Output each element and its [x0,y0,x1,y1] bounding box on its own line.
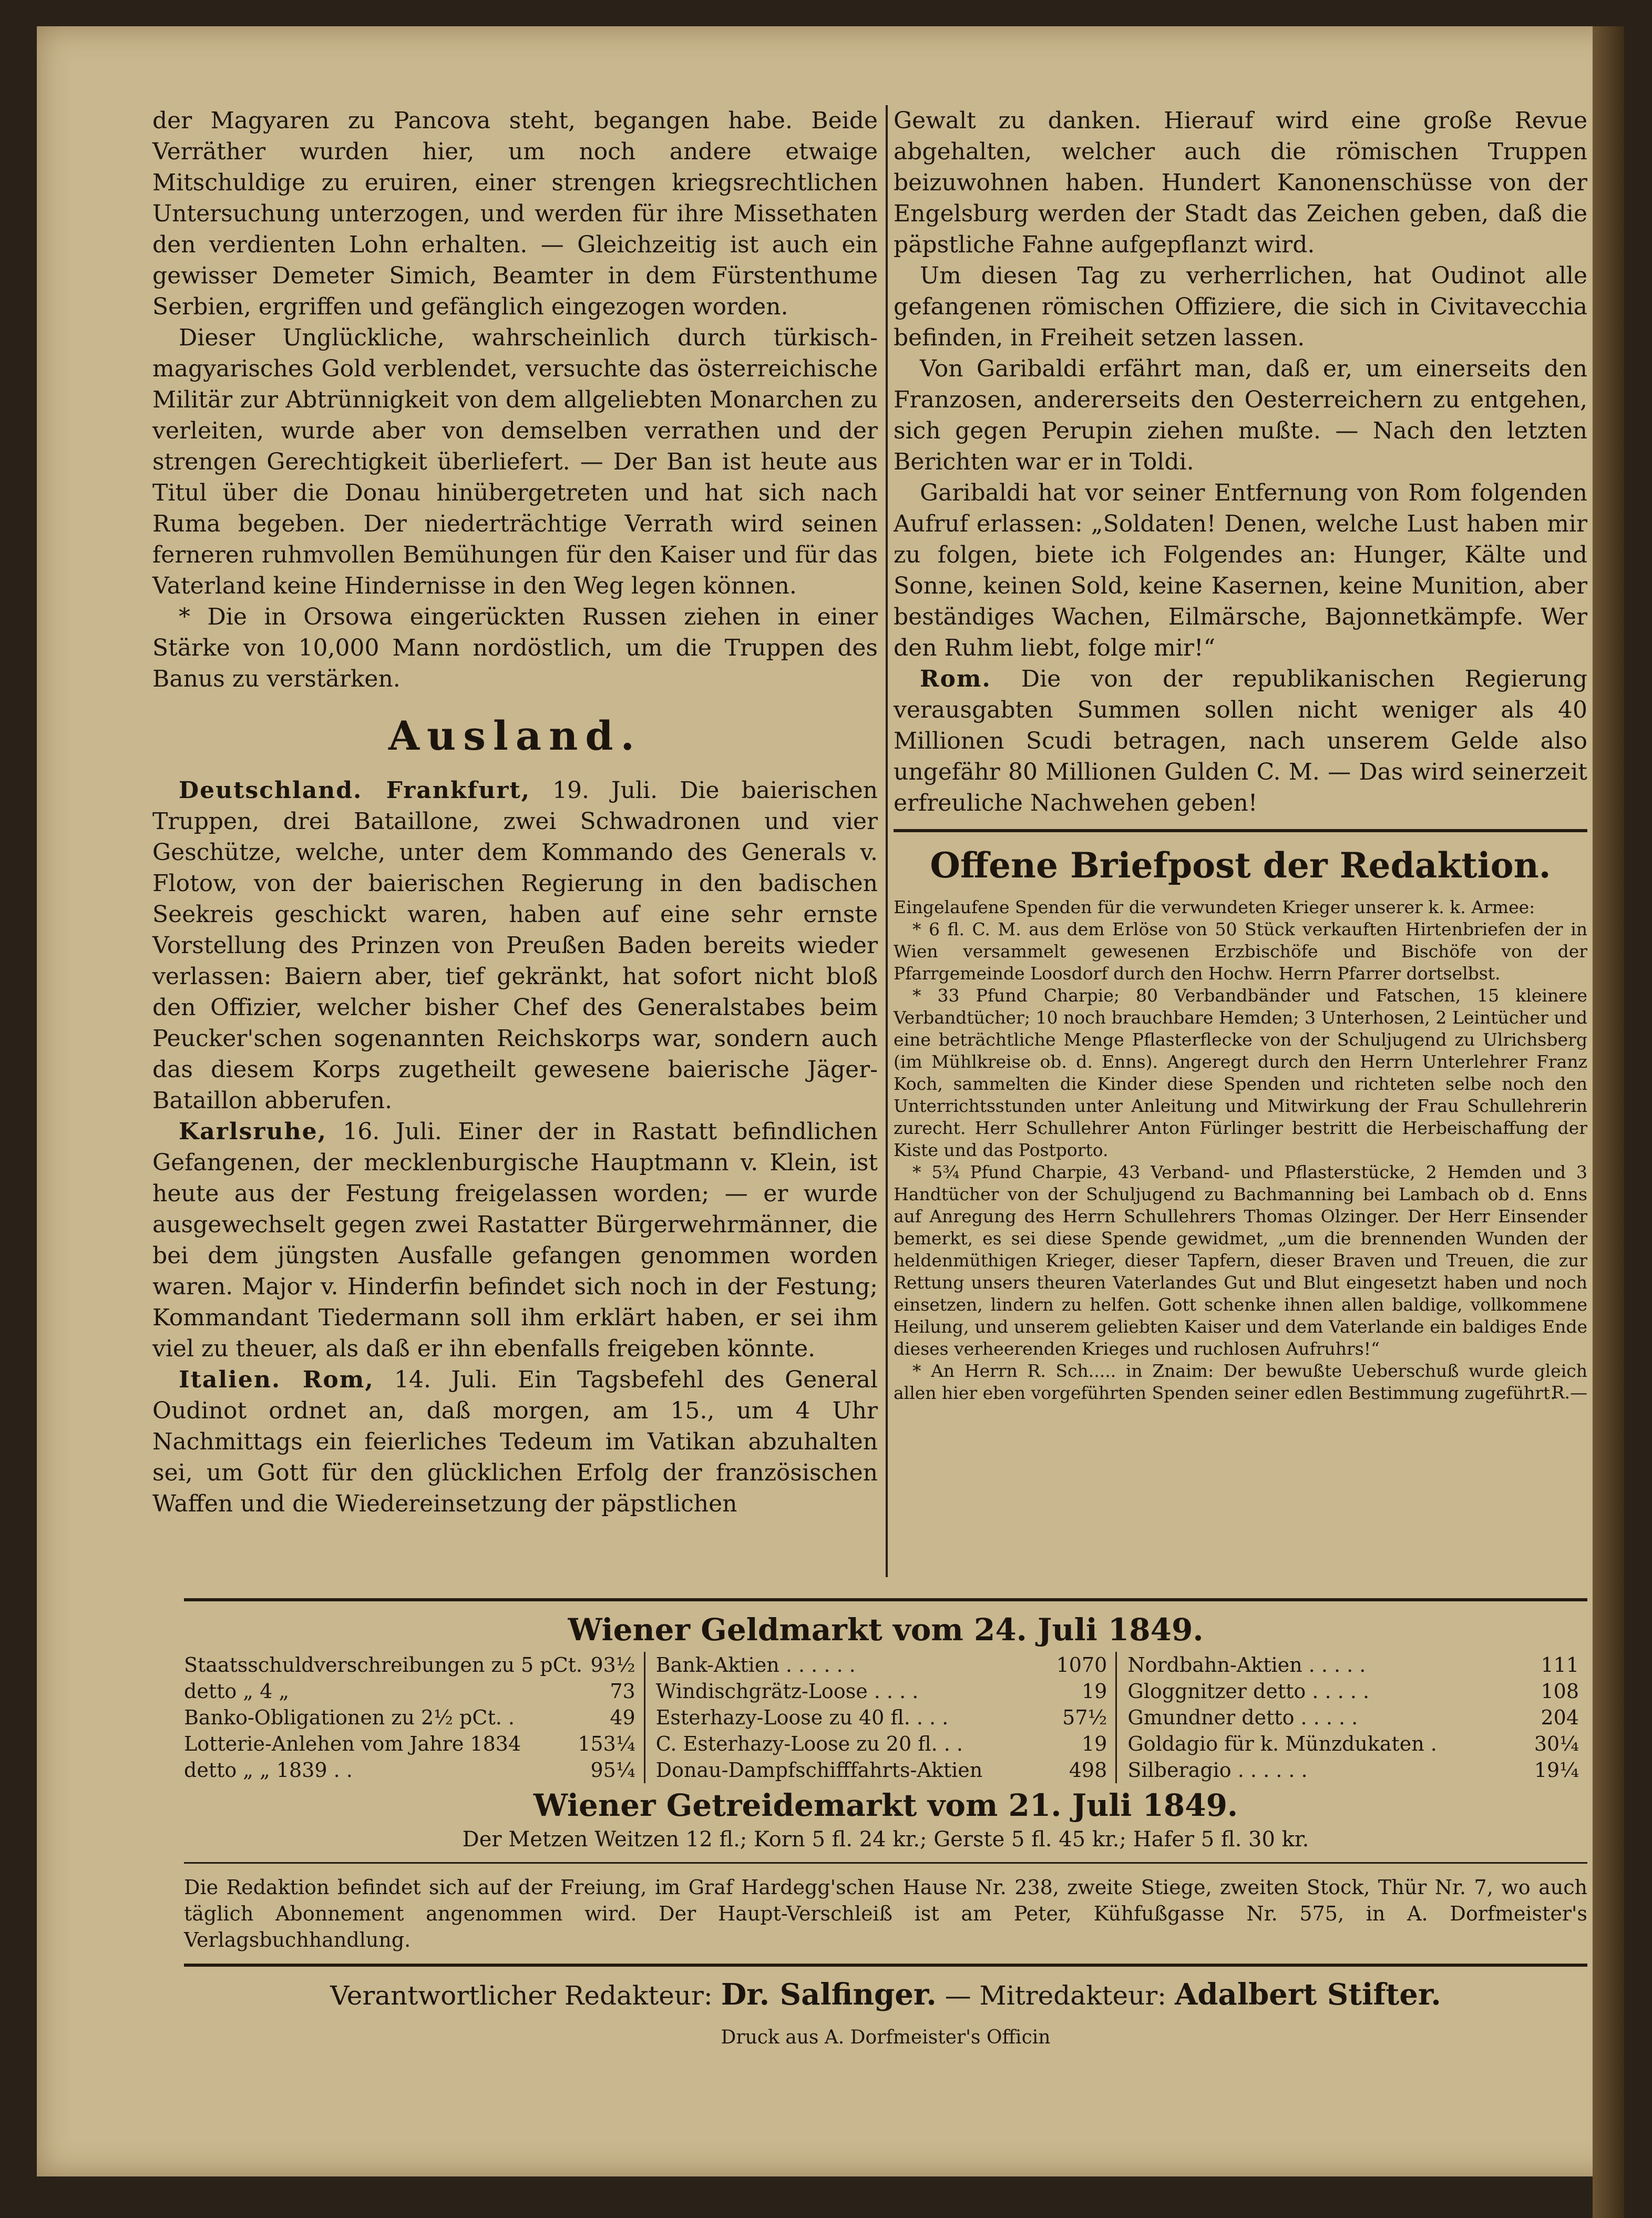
section-rule [894,829,1587,832]
market-label: Staatsschuldverschreibungen zu 5 pCt. [184,1653,582,1677]
market-value: 95¼ [590,1759,635,1782]
market-row [1127,1731,1579,1757]
market-column [656,1652,1117,1783]
market-label: Gloggnitzer detto . . . . . [1127,1680,1370,1703]
article-paragraph [152,1364,878,1519]
letterbox-item: * 6 fl. C. M. aus dem Erlöse von 50 Stück verkauften Hirtenbriefen der in Wien versammelt gewesenen Erzbischöfe und Bischöfe von der Pfarrgemeinde Loosdorf durch den Hochw. Herrn Pfarrer dortselbst. [894,919,1587,984]
market-row [184,1652,635,1678]
editor-label: Verantwortlicher Redakteur: [330,1980,713,2011]
article-text: 16. Juli. Einer der in Rastatt befindlichen Gefangenen, der mecklenburgische Hauptmann v. Klein, ist heute aus der Festung freigelassen worden; — er wurde ausgewechselt gegen zwei Rastatter Bürgerwehrmänner, die bei dem jüngsten Ausfalle gefangen genommen worden waren. Major v. Hinderfin befindet sich noch in der Festung; Kommandant Tiedermann soll ihm erklärt haben, er sei ihm viel zu theuer, als daß er ihn ebenfalls freigeben könnte. [152,1118,878,1362]
market-value: 19 [1081,1680,1107,1703]
market-row [1127,1704,1579,1731]
market-row [656,1757,1107,1783]
market-label: Gmundner detto . . . . . [1127,1706,1358,1729]
market-value: 57½ [1062,1706,1107,1729]
market-row [656,1678,1107,1704]
editorial-office-note: Die Redaktion befindet sich auf der Freiung, im Graf Hardegg'schen Hause Nr. 238, zweite Stiege, zweiten Stock, Thür Nr. 7, wo auch täglich Abonnement angenommen wird. Der Haupt-Verschleiß ist am Peter, Kühfußgasse Nr. 575, in A. Dorfmeister's Verlagsbuchhandlung. [184,1876,1587,1951]
market-value: 1070 [1056,1653,1107,1677]
printer-imprint: Druck aus A. Dorfmeister's Officin [721,2027,1051,2048]
letterbox-item: * An Herrn R. Sch..... in Znaim: Der bewußte Ueberschuß wurde gleich allen hier eben vorgeführten Spenden seiner edlen Bestimmung zugeführt. [894,1361,1587,1403]
market-label: Lotterie-Anlehen vom Jahre 1834 [184,1732,521,1755]
article-paragraph: Dieser Unglückliche, wahrscheinlich durch türkisch-magyarisches Gold verblendet, versuchte das österreichische Militär zur Abtrünnigkeit von dem allgeliebten Monarchen zu verleiten, wurde aber von demselben verrathen und der strengen Gerechtigkeit überliefert. — Der Ban ist heute aus Titul über die Donau hinübergetreten und hat sich nach Ruma begeben. Der niederträchtige Verrath wird seinen ferneren ruhmvollen Bemühungen für den Kaiser und für das Vaterland keine Hindernisse in den Weg legen können. [152,324,878,599]
column-divider [886,105,888,1577]
right-column [894,105,1587,1403]
market-value: 498 [1069,1759,1107,1782]
article-paragraph [152,1116,878,1364]
market-label: Bank-Aktien . . . . . . [655,1653,856,1677]
book-spine [1593,26,1624,2218]
market-label: detto „ „ 1839 . . [184,1759,353,1782]
money-market-title: Wiener Geldmarkt vom 24. Juli 1849. [568,1612,1204,1648]
market-section [184,1588,1587,2048]
market-row [656,1731,1107,1757]
market-row [656,1704,1107,1731]
market-label: detto „ 4 „ [184,1680,290,1703]
article-paragraph: Um diesen Tag zu verherrlichen, hat Oudinot alle gefangenen römischen Offiziere, die sich in Civitavecchia befinden, in Freiheit setzen lassen. [894,262,1587,351]
article-paragraph: Gewalt zu danken. Hierauf wird eine große Revue abgehalten, welcher auch die römischen Truppen beizuwohnen haben. Hundert Kanonenschüsse von der Engelsburg werden der Stadt das Zeichen geben, daß die päpstliche Fahne aufgepflanzt wird. [894,107,1587,258]
market-label: Windischgrätz-Loose . . . . [655,1680,919,1703]
grain-market-prices: Der Metzen Weitzen 12 fl.; Korn 5 fl. 24 kr.; Gerste 5 fl. 45 kr.; Hafer 5 fl. 30 kr. [462,1827,1309,1852]
dateline: Rom. [920,666,991,692]
money-market-table [184,1652,1587,1783]
article-paragraph: Garibaldi hat vor seiner Entfernung von Rom folgenden Aufruf erlassen: „Soldaten! Denen, welche Lust haben mir zu folgen, biete ich Folgendes an: Hunger, Kälte und Sonne, keinen Sold, keine Kasernen, keine Munition, aber beständiges Wachen, Eilmärsche, Bajonnetkämpfe. Wer den Ruhm liebt, folge mir!“ [894,479,1587,661]
article-text: Die von der republikanischen Regierung verausgabten Summen sollen nicht weniger als 40 Millionen Scudi betragen, nach unserem Gelde also ungefähr 80 Millionen Gulden C. M. — Das wird seinerzeit erfreuliche Nachwehen geben! [894,666,1587,816]
section-heading-ausland: Ausland. [388,712,642,759]
market-value: 30¼ [1534,1732,1579,1755]
market-row [184,1678,635,1704]
market-value: 19¼ [1534,1759,1579,1782]
article-paragraph: der Magyaren zu Pancova steht, begangen habe. Beide Verräther wurden hier, um noch andere etwaige Mitschuldige zu eruiren, einer strengen kriegsrechtlichen Untersuchung unterzogen, und werden für ihre Missethaten den verdienten Lohn erhalten. — Gleichzeitig ist auch ein gewisser Demeter Simich, Beamter in dem Fürstenthume Serbien, ergriffen und gefänglich eingezogen worden. [152,107,878,320]
market-row [1127,1678,1579,1704]
market-value: 73 [610,1680,635,1703]
section-rule [184,1862,1587,1864]
market-label: Banko-Obligationen zu 2½ pCt. . [184,1706,515,1729]
market-column [1127,1652,1587,1783]
market-value: 153¼ [578,1732,635,1755]
market-value: 204 [1541,1706,1579,1729]
article-paragraph [894,663,1587,819]
market-label: C. Esterhazy-Loose zu 20 fl. . . [655,1732,963,1755]
market-row [184,1704,635,1731]
dateline: Deutschland. Frankfurt, [179,777,531,804]
market-value: 19 [1081,1732,1107,1755]
left-column [152,105,878,1519]
dateline: Karlsruhe, [179,1118,327,1145]
article-text: 19. Juli. Die baierischen Truppen, drei Bataillone, zwei Schwadronen und vier Geschütze, welche, unter dem Kommando des Generals v. Flotow, von der baierischen Regierung in den badischen Seekreis geschickt waren, haben auf eine sehr ernste Vorstellung des Prinzen von Preußen Baden bereits wieder verlassen: Baiern aber, tief gekränkt, hat sofort nicht bloß den Offizier, welcher bisher Chef des Generalstabes beim Peucker'schen sogenannten Reichskorps war, sondern auch das diesem Korps zugetheilt gewesene baierische Jäger-Bataillon abberufen. [152,777,878,1114]
dateline: Italien. Rom, [179,1366,374,1393]
market-label: Silberagio . . . . . . [1127,1759,1308,1782]
market-row [1127,1757,1579,1783]
market-row [184,1731,635,1757]
letterbox-signature: R.— [1551,1382,1587,1403]
section-rule [184,1598,1587,1601]
article-paragraph [152,775,878,1116]
market-row [656,1652,1107,1678]
coeditor-label: — Mitredakteur: [945,1980,1167,2011]
article-text: 14. Juli. Ein Tagsbefehl des General Oudinot ordnet an, daß morgen, am 15., um 4 Uhr Nachmittags ein feierliches Tedeum im Vatikan abzuhalten sei, um Gott für den glücklichen Erfolg der französischen Waffen und die Wiedereinsetzung der päpstlichen [152,1366,878,1517]
market-label: Goldagio für k. Münzdukaten . [1127,1732,1437,1755]
market-label: Esterhazy-Loose zu 40 fl. . . . [655,1706,949,1729]
editor-name: Dr. Salfinger. [721,1977,937,2012]
market-value: 93½ [590,1653,635,1677]
market-value: 49 [610,1706,635,1729]
market-row [1127,1652,1579,1678]
letterbox-item: * 33 Pfund Charpie; 80 Verbandbänder und Fatschen, 15 kleinere Verbandtücher; 10 noch brauchbare Hemden; 3 Unterhosen, 2 Leintücher und eine beträchtliche Menge Pflasterflecke von der Schuljugend zu Ulrichsberg (im Mühlkreise ob. d. Enns). Angeregt durch den Herrn Unterlehrer Franz Koch, sammelten die Kinder diese Spenden und richteten selbe noch den Unterrichtsstunden unter Anleitung und Mitwirkung der Frau Schullehrerin zurecht. Herr Schullehrer Anton Fürlinger bestritt die Herbeischaffung der Kiste und das Postporto. [894,985,1587,1160]
letterbox-heading: Offene Briefpost der Redaktion. [930,845,1551,886]
market-column [184,1652,645,1783]
letterbox-item: * 5¾ Pfund Charpie, 43 Verband- und Pflasterstücke, 2 Hemden und 3 Handtücher von der Schuljugend zu Bachmanning bei Lambach ob d. Enns auf Anregung des Herrn Schullehrers Thomas Olzinger. Der Herr Einsender bemerkt, es sei diese Spende gewidmet, „um die brennenden Wunden der heldenmüthigen Krieger, dieser Tapfern, dieser Braven und Treuen, die zur Rettung unsers theuren Vaterlandes Gut und Blut eingesetzt haben und noch einsetzen, lindern zu helfen. Gott schenke ihnen allen baldige, vollkommene Heilung, und unserem geliebten Kaiser und dem Vaterlande ein baldiges Ende dieses verheerenden Krieges und ruchlosen Aufruhrs!“ [894,1162,1587,1359]
letterbox-item: Eingelaufene Spenden für die verwundeten Krieger unserer k. k. Armee: [894,897,1535,917]
market-value: 108 [1541,1680,1579,1703]
article-paragraph: Von Garibaldi erfährt man, daß er, um einerseits den Franzosen, andererseits den Oesterreichern zu entgehen, sich gegen Perupin ziehen mußte. — Nach den letzten Berichten war er in Toldi. [894,355,1587,475]
section-rule [184,1964,1587,1967]
market-label: Nordbahn-Aktien . . . . . [1127,1653,1366,1677]
grain-market-title: Wiener Getreidemarkt vom 21. Juli 1849. [533,1787,1238,1823]
editors-line [184,1977,1587,2012]
market-label: Donau-Dampfschifffahrts-Aktien [655,1759,983,1782]
article-paragraph: * Die in Orsowa eingerückten Russen ziehen in einer Stärke von 10,000 Mann nordöstlich, um die Truppen des Banus zu verstärken. [152,604,878,692]
coeditor-name: Adalbert Stifter. [1174,1977,1441,2012]
market-row [184,1757,635,1783]
market-value: 111 [1541,1653,1579,1677]
